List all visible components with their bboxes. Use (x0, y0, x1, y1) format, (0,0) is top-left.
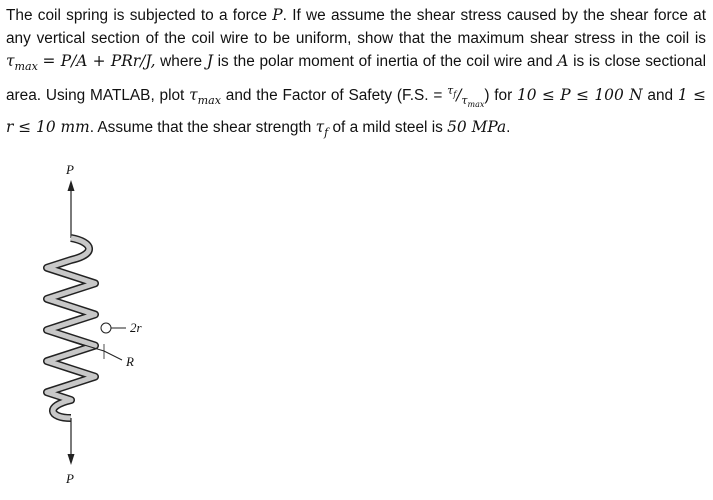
problem-text: is the polar moment of inertia of the coil wire and (217, 53, 553, 71)
force-symbol: P (272, 6, 283, 24)
factor-of-safety-fraction: $^{\tau_f}/_{\tau_{max}}$ (447, 83, 485, 109)
force-range: 10 ≤ P ≤ 100 N (517, 85, 643, 104)
wire-diameter-dimension (101, 323, 126, 333)
top-force-label: P (66, 162, 74, 177)
radius-range: 1 ≤ r ≤ 10 mm (6, 85, 706, 137)
wire-diameter-label: 2r (130, 320, 142, 335)
bottom-force-label: P (66, 471, 74, 486)
problem-text: . Assume that the shear strength (89, 119, 312, 137)
tau-max-symbol: $\tau_{max}$ (6, 52, 38, 74)
problem-text: The coil spring is subjected to a force (6, 7, 268, 24)
problem-text: where (160, 53, 203, 71)
a-symbol: A (557, 52, 569, 71)
coil-spring-figure (0, 150, 713, 500)
top-force-arrow (68, 180, 75, 238)
problem-statement (6, 4, 706, 144)
coil-wire (47, 238, 95, 418)
problem-text: of a mild steel is (332, 119, 443, 137)
problem-text: . (506, 119, 511, 137)
coil-spring-diagram (0, 150, 713, 500)
j-symbol: J (206, 52, 213, 71)
bottom-force-arrow (68, 418, 75, 465)
problem-text: . If we assume the shear stress caused by the shear force at any vertical section of the coil wire to be uniform, show that the maximum shear stress in the coil is (6, 7, 707, 48)
coil-radius-label: R (126, 354, 134, 369)
tau-max-formula: = P/A + PRr/J, (42, 52, 156, 71)
tau-f-symbol: $\tau_f$ (315, 118, 329, 140)
problem-text: and (647, 86, 674, 104)
problem-text: ) for (484, 86, 513, 104)
problem-text: and the Factor of Safety (F.S. = (225, 86, 443, 104)
shear-strength-value: 50 MPa (447, 118, 507, 137)
problem-text: is is close sectional area. Using MATLAB, plot (6, 53, 706, 104)
spring-coil (47, 238, 95, 418)
tau-max-symbol: $\tau_{max}$ (189, 85, 221, 107)
